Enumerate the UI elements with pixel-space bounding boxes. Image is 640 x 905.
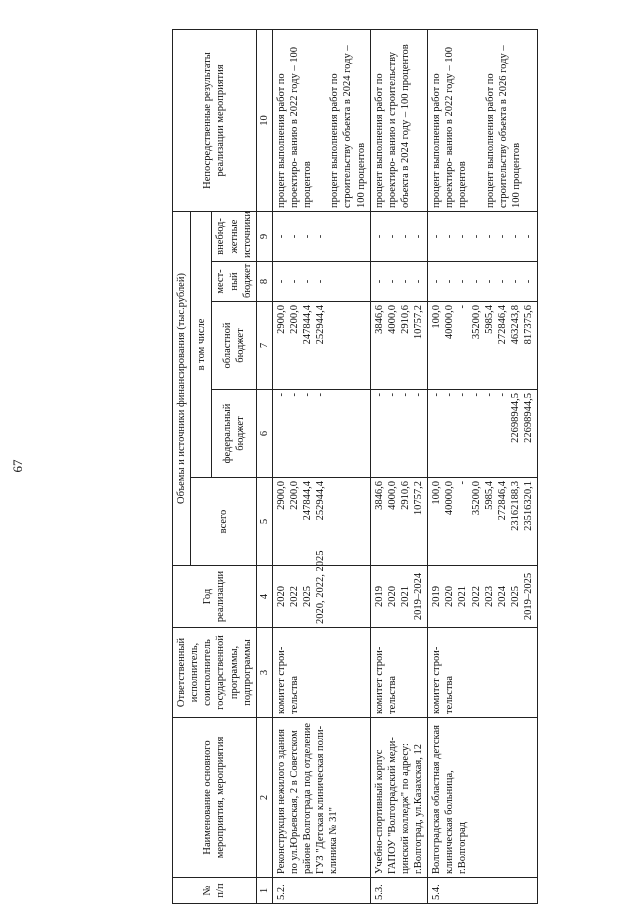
federal-value: - [431,393,443,397]
regional-value: 2900,0 [275,305,287,334]
year-value: 2025 [302,586,314,607]
extra-cell [370,211,428,261]
responsible-executor: комитет строи- тельства [428,628,538,718]
total-value: 2200,0 [289,481,300,510]
header-regional: областной бюджет [212,302,256,390]
year-cell [370,566,428,628]
total-value: 40000,0 [444,481,456,516]
header-year: Год реализации [173,566,257,628]
year-value: 2019 [373,586,385,607]
total-value: 100,0 [431,481,443,505]
federal-value: - [315,393,327,397]
year-value: 2019–2025 [523,572,534,621]
year-value: 2025 [509,586,521,607]
total-value: 23162188,3 [509,481,521,531]
year-cell [428,566,538,628]
local-value: - [457,279,469,284]
local-value: - [523,279,534,284]
responsible-executor: комитет строи- тельства [370,628,428,718]
regional-value: 272846,4 [496,305,508,345]
local-value: - [399,279,411,284]
extra-value: - [399,234,411,239]
header-federal: федеральный бюджет [212,390,256,478]
result-cell [428,29,538,211]
extra-cell [272,211,370,261]
extra-value: - [302,234,314,239]
total-cell [370,478,428,566]
federal-value: - [444,393,456,397]
year-value: 2021 [457,586,469,607]
local-value: - [483,279,495,284]
measure-name: Реконструкция нежилого здания по ул.Юрьевская, 2 в Советском районе Волгограда под отделение ГУЗ "Детская клиническая поли- клиника № 31" [272,718,370,878]
total-value: 252944,4 [315,481,327,521]
regional-value: 35200,0 [470,305,482,340]
local-value: - [386,279,398,284]
regional-value: 463243,8 [509,305,521,345]
result-text: процент выполнения работ по строительству объекта в 2024 году – 100 процентов [329,45,367,208]
header-local: мест- ный бюджет [212,262,256,302]
year-value: 2023 [483,586,495,607]
row-number: 5.2. [272,878,370,904]
local-value: - [470,279,482,284]
extra-value: - [523,234,534,239]
local-value: - [509,279,521,284]
federal-value: - [373,393,385,397]
total-value: 2910,6 [399,481,411,510]
regional-value: 2200,0 [289,305,300,334]
column-number: 9 [256,211,272,261]
table-row [370,29,428,903]
total-value: 35200,0 [470,481,482,516]
regional-value: - [457,305,469,309]
regional-value: 252944,4 [315,305,327,345]
regional-value: 247844,4 [302,305,314,345]
local-value: - [444,279,456,284]
federal-value: 22698944,5 [523,393,534,443]
total-value: 2900,0 [275,481,287,510]
regional-value: 40000,0 [444,305,456,340]
column-number: 1 [256,878,272,904]
result-cell [272,29,370,211]
regional-value: 817375,6 [523,305,534,345]
regional-cell [370,302,428,390]
regional-value: 4000,0 [386,305,398,334]
extra-value: - [509,234,521,239]
column-number: 2 [256,718,272,878]
regional-value: 3846,6 [373,305,385,334]
federal-cell [370,390,428,478]
year-cell [272,550,370,628]
local-value: - [413,279,424,284]
total-cell [428,478,538,566]
column-number: 3 [256,628,272,718]
extra-value: - [496,234,508,239]
column-number: 8 [256,262,272,302]
year-value: 2020 [275,586,287,607]
federal-value: - [399,393,411,397]
year-value: 2021 [399,586,411,607]
regional-value: 5985,4 [483,305,495,334]
result-text: процент выполнения работ по проектиро- ванию в 2022 году – 100 процентов [275,47,314,208]
row-number: 5.3. [370,878,428,904]
local-cell [428,262,538,302]
extra-cell [428,211,538,261]
extra-value: - [289,234,300,239]
table-body [272,29,537,903]
total-value: 3846,6 [373,481,385,510]
header-result: Непосредственные результаты реализации мероприятия [173,29,257,211]
local-cell [370,262,428,302]
federal-value: - [457,393,469,397]
column-number: 7 [256,302,272,390]
result-cell [370,29,428,211]
federal-value: - [470,393,482,397]
total-value: 272846,4 [496,481,508,521]
measure-name: Волгоградская областная детская клиническая больница, г.Волгоград [428,718,538,878]
federal-cell [272,390,370,478]
federal-value: - [289,393,300,397]
column-number: 10 [256,29,272,211]
regional-cell [272,302,370,390]
extra-value: - [470,234,482,239]
extra-value: - [413,234,424,239]
year-value: 2024 [496,586,508,607]
federal-value: - [483,393,495,397]
total-value: 10757,2 [413,481,424,516]
year-value: 2022 [470,586,482,607]
responsible-executor: комитет строи- тельства [272,628,370,718]
local-value: - [302,279,314,284]
local-value: - [496,279,508,284]
federal-value: - [413,393,424,397]
header-extra: внебюд- жетные источники [212,211,256,261]
regional-value: 10757,2 [413,305,424,340]
result-text: процент выполнения работ по проектиро- ванию и строительству объекта в 2024 году – 100 процентов [373,44,411,208]
year-value: 2019–2024 [413,572,424,621]
header-responsible: Ответственный исполнитель, соисполнитель государственной программы, подпрограммы [173,628,257,718]
header-total: всего [191,478,257,566]
regional-cell [428,302,538,390]
header-name: Наименование основного мероприятия, мероприятия [173,718,257,878]
column-number: 4 [256,566,272,628]
local-value: - [289,279,300,284]
program-table-sheet [172,30,612,904]
total-value: 23516320,1 [523,481,534,531]
table-row [428,29,538,903]
extra-value: - [483,234,495,239]
extra-value: - [315,234,327,239]
column-number: 6 [256,390,272,478]
result-text: процент выполнения работ по строительству объекта в 2026 году – 100 процентов [484,45,522,208]
year-value: 2022 [289,586,300,607]
total-value: 4000,0 [386,481,398,510]
year-value: 2019 [431,586,443,607]
header-volumes: Объемы и источники финансирования (тыс.рублей) [173,211,191,565]
year-value: 2020, 2022, 2025 [315,550,327,624]
total-value: 5985,4 [483,481,495,510]
total-value: - [457,481,469,485]
header-including: в том числе [191,211,212,477]
header-no: № п/п [173,878,257,904]
total-value: 247844,4 [302,481,314,521]
federal-value: - [496,393,508,397]
year-value: 2020 [386,586,398,607]
local-value: - [275,279,287,284]
federal-value: - [386,393,398,397]
row-number: 5.4. [428,878,538,904]
federal-cell [428,390,538,478]
local-cell [272,262,370,302]
local-value: - [373,279,385,284]
year-value: 2020 [444,586,456,607]
table-row [272,29,370,903]
extra-value: - [457,234,469,239]
result-text: процент выполнения работ по проектиро- ванию в 2022 году – 100 процентов [431,47,469,208]
column-number: 5 [256,478,272,566]
local-value: - [431,279,443,284]
extra-value: - [275,234,287,239]
extra-value: - [386,234,398,239]
measure-name: Учебно-спортивный корпус ГАПОУ "Волгоградский меди- цинский колледж" по адресу: г.Волгоград, ул.Казахская, 12 [370,718,428,878]
extra-value: - [431,234,443,239]
regional-value: 2910,6 [399,305,411,334]
regional-value: 100,0 [431,305,443,329]
extra-value: - [444,234,456,239]
page-number: 67 [10,459,25,473]
column-numbers-row [256,29,272,903]
local-value: - [315,279,327,284]
program-table [172,29,538,904]
federal-value: - [302,393,314,397]
federal-value: - [275,393,287,397]
extra-value: - [373,234,385,239]
federal-value: 22698944,5 [509,393,521,443]
